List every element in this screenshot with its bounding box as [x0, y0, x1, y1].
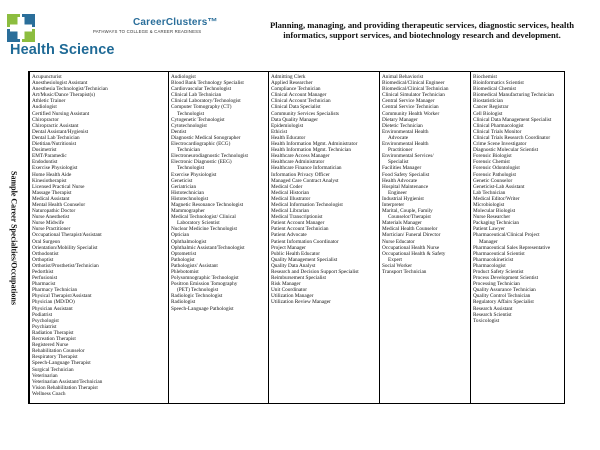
occupation-item: Central Service Manager: [382, 98, 435, 105]
occupation-item: Clinical Trials Monitor: [473, 128, 522, 135]
occupation-item: Computer Tomography (CT): [171, 104, 232, 111]
occupation-item: Registered Nurse: [32, 342, 69, 349]
occupation-item: Anesthesiologist Assistant: [32, 80, 88, 87]
occupation-item: Physician Assistant: [32, 305, 73, 312]
occupation-item: Technologist: [177, 165, 205, 172]
occupation-item: Physical Therapist/Assistant: [32, 293, 92, 300]
occupation-item: Anesthesia Technologist/Technician: [32, 86, 108, 93]
occupation-item: Histotechnologist: [171, 195, 209, 202]
occupation-item: Medical Information Technologist: [271, 201, 343, 208]
occupation-item: Nurse Anesthetist: [32, 214, 70, 221]
occupation-item: Advocate: [388, 134, 409, 141]
career-clusters-wordmark: CareerClusters™: [133, 17, 218, 28]
occupation-item: Optometrist: [171, 250, 197, 257]
occupation-item: Medical Coder: [271, 183, 303, 190]
occupation-item: Diagnostic Medical Sonographer: [171, 134, 241, 141]
occupation-item: Nuclear Medicine Technologist: [171, 226, 238, 233]
occupation-item: Rehabilitation Counselor: [32, 348, 85, 355]
occupation-item: Health Advocate: [382, 177, 418, 184]
occupation-item: Clinical Laboratory/Technologist: [171, 98, 241, 105]
occupation-item: Regulatory Affairs Specialist: [473, 299, 534, 306]
occupation-item: Dental Assistant/Hygienist: [32, 128, 89, 135]
occupation-item: Project Manager: [271, 244, 306, 251]
occupation-item: Unit Coordinator: [271, 287, 308, 294]
occupation-item: Occupational Health & Safety: [382, 250, 446, 257]
occupation-item: Mortician/ Funeral Director: [382, 232, 441, 239]
occupation-item: Psychiatrist: [32, 323, 57, 330]
occupation-item: Clinical Data Management Specialist: [473, 116, 552, 123]
occupation-item: Patient Information Coordinator: [271, 238, 339, 245]
occupation-item: Pedorthist: [32, 269, 54, 275]
occupation-item: Quality Management Specialist: [271, 256, 338, 263]
occupation-item: Microbiologist: [473, 201, 505, 208]
occupation-item: Occupational Therapist/Assistant: [32, 232, 102, 239]
occupation-item: Clinical Pharmacologist: [473, 122, 524, 129]
occupation-item: Technologist: [177, 110, 205, 117]
occupation-item: Naturopathic Doctor: [32, 208, 76, 215]
occupation-item: Product Safety Scientist: [473, 269, 524, 275]
occupations-table: [28, 71, 565, 404]
occupation-item: Audiologist: [32, 104, 57, 111]
occupation-item: Expert: [388, 256, 402, 263]
cluster-title: Health Science: [10, 42, 115, 58]
cluster-logo-icon: [7, 14, 35, 42]
occupation-item: Molecular Biologist: [473, 208, 516, 215]
occupation-item: Health Information Mgmt. Technician: [271, 147, 352, 154]
occupation-item: Reimbursement Specialist: [271, 275, 326, 282]
occupation-item: Utilization Review Manager: [271, 299, 331, 306]
column-support-services: [379, 72, 470, 403]
occupation-item: Patient Lawyer: [473, 226, 505, 233]
occupation-item: Interpreter: [382, 201, 405, 208]
occupation-item: Electroneurodiagnostic Technologist: [171, 153, 248, 160]
occupation-item: EMT/Paramedic: [32, 153, 67, 160]
occupation-item: Clinical Data Specialist: [271, 104, 321, 111]
occupation-item: Clinical Simulator Technician: [382, 92, 445, 99]
occupation-item: Cytogenetic Technologist: [171, 116, 225, 123]
occupation-item: Art/Music/Dance Therapist(s): [32, 92, 96, 99]
occupation-item: Pathologist: [171, 256, 195, 263]
occupation-item: Speech-Language Therapist: [32, 360, 91, 367]
occupation-item: Occupational Health Nurse: [382, 244, 440, 251]
occupation-item: Blood Bank Technology Specialist: [171, 80, 244, 87]
occupation-item: Certified Nursing Assistant: [32, 110, 90, 117]
occupation-item: Central Service Technician: [382, 104, 439, 111]
occupation-item: Optician: [171, 232, 190, 239]
occupation-item: Chiropractor: [32, 116, 59, 123]
occupation-item: Licensed Practical Nurse: [32, 183, 85, 190]
occupation-item: Epidemiologist: [271, 122, 304, 129]
logo-tagline: PATHWAYS TO COLLEGE & CAREER READINESS: [93, 29, 202, 34]
occupation-item: Dental Lab Technician: [32, 134, 80, 141]
occupation-item: Specialist: [388, 159, 409, 166]
occupation-item: Vision Rehabilitation Therapist: [32, 384, 98, 391]
occupation-item: Applied Researcher: [271, 80, 313, 87]
occupation-item: Dietetic Technician: [382, 122, 423, 129]
occupation-item: Phlebotomist: [171, 269, 199, 275]
occupation-item: Dietary Manager: [382, 116, 418, 123]
occupation-item: Risk Manager: [271, 281, 301, 288]
occupation-item: Environmental Services/: [382, 153, 434, 160]
occupation-item: Crime Scene Investigator: [473, 141, 527, 148]
occupation-item: Recreation Therapist: [32, 336, 76, 343]
occupation-item: Cardiovascular Technologist: [171, 86, 232, 93]
occupation-item: Athletic Trainer: [32, 98, 66, 105]
column-biotechnology-research: [470, 72, 565, 403]
occupation-item: Exercise Physiologist: [32, 165, 78, 172]
occupation-item: Patient Advocate: [271, 232, 307, 239]
occupation-item: Medical Historian: [271, 189, 310, 196]
occupation-item: Data Quality Manager: [271, 116, 318, 123]
occupation-item: Counselor/Therapist: [388, 214, 431, 221]
occupation-item: Speech-Language Pathologist: [171, 305, 234, 312]
occupation-item: Bioinformatics Scientist: [473, 80, 524, 87]
occupation-item: Research and Decision Support Specialist: [271, 269, 359, 275]
occupation-item: Pharmaceutical Sales Representative: [473, 244, 551, 251]
occupation-item: Forensic Biologist: [473, 153, 512, 160]
occupation-item: Packaging Technician: [473, 220, 520, 227]
occupation-item: Biomedical/Clinical Engineer: [382, 80, 445, 87]
occupation-item: Compliance Technician: [271, 86, 321, 93]
occupation-item: Pharmaceutical Scientist: [473, 250, 525, 257]
occupation-item: Nurse Educator: [382, 238, 415, 245]
column-therapeutic-services: [30, 72, 168, 403]
occupation-item: Radiologist: [171, 299, 196, 306]
side-label-text: Sample Career Specialties/Occupations: [9, 170, 19, 305]
occupation-item: Community Health Worker: [382, 110, 440, 117]
occupation-item: Exercise Physiologist: [171, 171, 217, 178]
occupation-item: Forensic Pathologist: [473, 171, 517, 178]
occupation-item: Endodontist: [32, 159, 58, 166]
occupation-item: Audiologist: [171, 74, 196, 80]
occupation-item: Manager: [479, 238, 498, 245]
occupation-item: Biomedical Manufacturing Technician: [473, 92, 554, 99]
occupation-item: Research Scientist: [473, 311, 512, 318]
occupation-item: Processing Technician: [473, 281, 520, 288]
occupation-item: Radiation Therapist: [32, 329, 74, 336]
occupation-item: Wellness Coach: [32, 390, 66, 397]
occupation-item: Medical Assistant: [32, 195, 70, 202]
occupation-item: Clinical Account Manager: [271, 92, 327, 99]
occupation-item: Magnetic Resonance Technologist: [171, 201, 244, 208]
occupation-item: Dietitian/Nutritionist: [32, 141, 77, 148]
occupation-item: Ethicist: [271, 128, 288, 135]
occupation-item: Social Worker: [382, 262, 412, 269]
occupation-item: Genetic Counselor: [473, 177, 513, 184]
occupation-item: Food Safety Specialist: [382, 171, 430, 178]
side-label: [0, 71, 28, 404]
occupation-item: Veterinarian: [32, 372, 58, 379]
occupation-item: Pharmacist: [32, 281, 56, 288]
occupation-item: Pharmaceutical/Clinical Project: [473, 232, 540, 239]
occupation-item: Biochemist: [473, 74, 497, 80]
occupation-item: Medical Illustrator: [271, 195, 311, 202]
occupation-item: Orthotist/Prosthetist/Technician: [32, 262, 99, 269]
occupation-item: Facilities Manager: [382, 165, 422, 172]
occupation-item: Medical Librarian: [271, 208, 310, 215]
occupation-item: Kinesiotherapist: [32, 177, 67, 184]
occupation-item: Polysomnographic Technologist: [171, 275, 239, 282]
occupation-item: Dentist: [171, 128, 187, 135]
occupation-item: Nurse Practitioner: [32, 226, 71, 233]
occupation-item: Engineer: [388, 189, 407, 196]
occupation-item: Cytotechnologist: [171, 122, 207, 129]
occupation-item: Electrocardiographic (ECG): [171, 141, 231, 148]
occupation-item: Medical Technologist/ Clinical: [171, 214, 236, 221]
occupation-item: Transport Technician: [382, 269, 427, 275]
occupation-item: Environmental Health: [382, 128, 429, 135]
column-diagnostic-services: [168, 72, 268, 403]
occupation-item: Psychologist: [32, 317, 59, 324]
occupation-item: Materials Manager: [382, 220, 422, 227]
occupation-item: Dosimetrist: [32, 147, 57, 154]
career-clusters-logo: [7, 14, 227, 56]
occupation-item: Surgical Technician: [32, 366, 74, 373]
occupation-item: Massage Therapist: [32, 189, 72, 196]
occupation-item: Oral Surgeon: [32, 238, 61, 245]
occupation-item: Orthodontist: [32, 250, 59, 257]
occupation-item: Animal Behaviorist: [382, 74, 424, 80]
occupation-item: Health Information Mgmt. Administrator: [271, 141, 358, 148]
occupation-item: Cell Biologist: [473, 110, 503, 117]
occupation-item: Healthcare Finance Informatician: [271, 165, 342, 172]
occupation-item: Medical Health Counselor: [382, 226, 438, 233]
occupation-item: Quality Assurance Technician: [473, 287, 536, 294]
occupation-item: Forensic Chemist: [473, 159, 510, 166]
occupation-item: Patient Account Technician: [271, 226, 329, 233]
occupation-item: Biomedical/Clinical Technician: [382, 86, 449, 93]
occupation-item: Environmental Health: [382, 141, 429, 148]
occupation-item: Pharmacologist: [473, 262, 506, 269]
occupation-item: Forensic Odontologist: [473, 165, 520, 172]
occupation-item: Respiratory Therapist: [32, 354, 78, 361]
occupation-item: Utilization Manager: [271, 293, 314, 300]
occupation-item: (PET) Technologist: [177, 287, 219, 294]
occupation-item: Nurse Midwife: [32, 220, 64, 227]
occupation-item: Information Privacy Officer: [271, 171, 330, 178]
occupation-item: Laboratory Scientist: [177, 220, 220, 227]
occupation-item: Hospital Maintenance: [382, 183, 429, 190]
occupation-item: Quality Control Technician: [473, 293, 531, 300]
occupation-item: Biostatistician: [473, 98, 504, 105]
occupation-item: Biomedical Chemist: [473, 86, 517, 93]
occupation-item: Geriatrician: [171, 183, 197, 190]
occupation-item: Lab Technician: [473, 189, 506, 196]
occupation-item: Patient Account Manager: [271, 220, 325, 227]
occupation-item: Radiologic Technologist: [171, 293, 223, 300]
occupation-item: Nurse Researcher: [473, 214, 511, 221]
occupation-item: Orientation/Mobility Specialist: [32, 244, 98, 251]
occupation-item: Physician (MD/DO): [32, 299, 75, 306]
occupation-item: Managed Care Contract Analyst: [271, 177, 339, 184]
occupation-item: Marital, Couple, Family: [382, 208, 433, 215]
occupation-item: Acupuncturist: [32, 74, 62, 80]
occupation-item: Chiropractic Assistant: [32, 122, 79, 129]
occupation-item: Diagnostic Molecular Scientist: [473, 147, 539, 154]
occupation-item: Health Educator: [271, 134, 306, 141]
occupation-item: Geneticist-Lab Assistant: [473, 183, 525, 190]
occupation-item: Ophthalmic Assistant/Technologist: [171, 244, 245, 251]
occupation-item: Home Health Aide: [32, 171, 72, 178]
occupation-item: Healthcare Administrator: [271, 159, 325, 166]
column-health-informatics: [268, 72, 379, 403]
occupation-item: Public Health Educator: [271, 250, 320, 257]
occupation-item: Community Services Specialists: [271, 110, 339, 117]
occupation-item: Podiatrist: [32, 311, 53, 318]
occupation-item: Admitting Clerk: [271, 74, 306, 80]
occupation-item: Medical Transcriptionist: [271, 214, 323, 221]
occupation-item: Quality Data Analyst: [271, 262, 316, 269]
occupation-item: Pathologists' Assistant: [171, 262, 218, 269]
occupation-item: Perfusionist: [32, 275, 58, 282]
occupation-item: Histotechnician: [171, 189, 204, 196]
occupation-item: Pharmacy Technician: [32, 287, 78, 294]
occupation-item: Practitioner: [388, 147, 413, 154]
occupation-item: Clinical Account Technician: [271, 98, 331, 105]
occupation-item: Orthoptist: [32, 256, 54, 263]
occupation-item: Healthcare Access Manager: [271, 153, 330, 160]
cluster-description: Planning, managing, and providing therapeutic services, diagnostic services, health informatics, support services, and biotechnology research and development.: [270, 20, 574, 40]
occupation-item: Pharmacokineticist: [473, 256, 514, 263]
occupation-item: Process Development Scientist: [473, 275, 539, 282]
occupation-item: Research Assistant: [473, 305, 513, 312]
occupation-item: Electronic Diagnostic (EEG): [171, 159, 232, 166]
occupation-item: Positron Emission Tomography: [171, 281, 238, 288]
occupation-item: Geneticist: [171, 177, 193, 184]
occupation-item: Ophthalmologist: [171, 238, 207, 245]
occupation-item: Veterinarian Assistant/Technician: [32, 378, 103, 385]
occupation-item: Cancer Registrar: [473, 104, 509, 111]
occupation-item: Industrial Hygienist: [382, 195, 424, 202]
occupation-item: Mammographer: [171, 208, 205, 215]
occupation-item: Mental Health Counselor: [32, 201, 86, 208]
occupation-item: Clinical Lab Technician: [171, 92, 222, 99]
occupation-item: Medical Editor/Writer: [473, 195, 520, 202]
occupation-item: Technician: [177, 147, 200, 154]
occupation-item: Clinical Trials Research Coordinator: [473, 134, 551, 141]
occupation-item: Toxicologist: [473, 317, 500, 324]
